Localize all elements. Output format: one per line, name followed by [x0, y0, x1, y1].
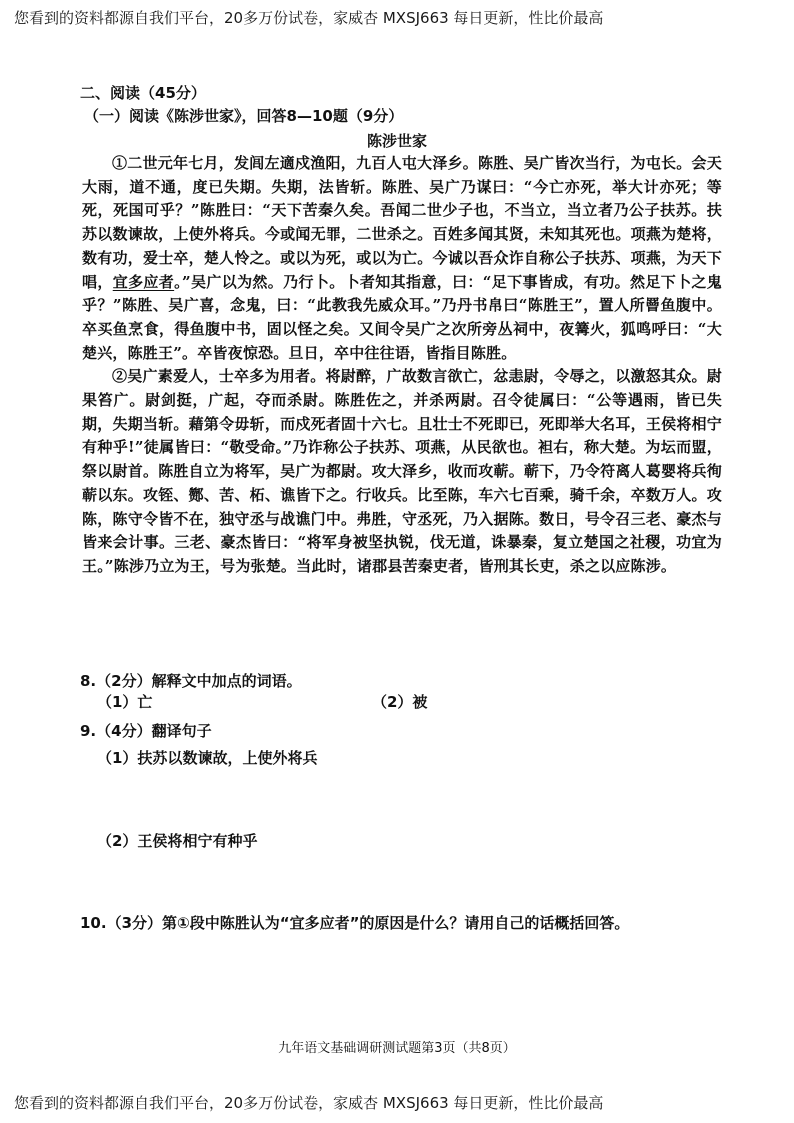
question-9-item-2: （2）王侯将相宁有种乎	[97, 832, 258, 850]
paragraph-1-text-b: 。”吴广以为然。乃行卜。卜者知其指意，曰：“足下事皆成，有功。然足下卜之鬼乎？”陈胜、吴广喜，念鬼，曰：“此教我先威众耳。”乃丹书帛曰“陈胜王”，置人所罾鱼腹中。卒买鱼烹食，得鱼腹中书，固以怪之矣。又间令吴广之次所旁丛祠中，夜篝火，狐鸣呼曰：“大楚兴，陈胜王”。卒皆夜惊恐。旦日，卒中往往语，皆指目陈胜。	[82, 272, 722, 362]
section-heading: 二、阅读（45分）	[80, 84, 206, 102]
question-8-stem: 8.（2分）解释文中加点的词语。	[80, 672, 302, 690]
passage-paragraph-1	[82, 152, 722, 365]
subsection-heading: （一）阅读《陈涉世家》，回答8—10题（9分）	[84, 107, 404, 125]
question-10-stem: 10.（3分）第①段中陈胜认为“宜多应者”的原因是什么？请用自己的话概括回答。	[80, 914, 630, 932]
paragraph-1-text-a: ①二世元年七月，发闾左適戍渔阳，九百人屯大泽乡。陈胜、吴广皆次当行，为屯长。会天大雨，道不通，度已失期。失期，法皆斩。陈胜、吴广乃谋曰：“今亡亦死，举大计亦死；等死，死国可乎？”陈胜曰：“天下苦秦久矣。吾闻二世少子也，不当立，当立者乃公子扶苏。扶苏以数谏故，上使外将兵。今或闻无罪，二世杀之。百姓多闻其贤，未知其死也。项燕为楚将，数有功，爱士卒，楚人怜之。或以为死，或以为亡。今诚以吾众诈自称公子扶苏、项燕，为天下唱，	[82, 154, 722, 291]
question-8-item-1: （1）亡	[97, 693, 153, 711]
page-footer: 九年语文基础调研测试题第3页（共8页）	[278, 1041, 516, 1056]
question-8-item-2: （2）被	[372, 693, 428, 711]
underlined-phrase: 宜多应者	[112, 272, 175, 291]
question-9-item-1: （1）扶苏以数谏故，上使外将兵	[97, 749, 318, 767]
passage-paragraph-2: ②吴广素爱人，士卒多为用者。将尉醉，广故数言欲亡，忿恚尉，令辱之，以激怒其众。尉果笞广。尉剑挺，广起，夺而杀尉。陈胜佐之，并杀两尉。召令徒属曰：“公等遇雨，皆已失期，失期当斩。藉第令毋斩，而戍死者固十六七。且壮士不死即已，死即举大名耳，王侯将相宁有种乎!”徒属皆曰：“敬受命。”乃诈称公子扶苏、项燕，从民欲也。袒右，称大楚。为坛而盟，祭以尉首。陈胜自立为将军，吴广为都尉。攻大泽乡，收而攻蕲。蕲下，乃令符离人葛婴将兵徇蕲以东。攻铚、酂、苦、柘、谯皆下之。行收兵。比至陈，车六七百乘，骑千余，卒数万人。攻陈，陈守令皆不在，独守丞与战谯门中。弗胜，守丞死，乃入据陈。数日，号令召三老、豪杰与皆来会计事。三老、豪杰皆曰：“将军身被坚执锐，伐无道，诛暴秦，复立楚国之社稷，功宜为王。”陈涉乃立为王，号为张楚。当此时，诸郡县苦秦吏者，皆刑其长吏，杀之以应陈涉。	[82, 367, 722, 575]
top-watermark-banner: 您看到的资料都源自我们平台，20多万份试卷，家威杏 MXSJ663 每日更新，性比价最高	[14, 9, 604, 27]
question-9-stem: 9.（4分）翻译句子	[80, 722, 212, 740]
passage-body	[82, 152, 722, 579]
passage-title: 陈涉世家	[366, 132, 427, 150]
bottom-watermark-banner: 您看到的资料都源自我们平台，20多万份试卷，家威杏 MXSJ663 每日更新，性比价最高	[14, 1094, 604, 1112]
